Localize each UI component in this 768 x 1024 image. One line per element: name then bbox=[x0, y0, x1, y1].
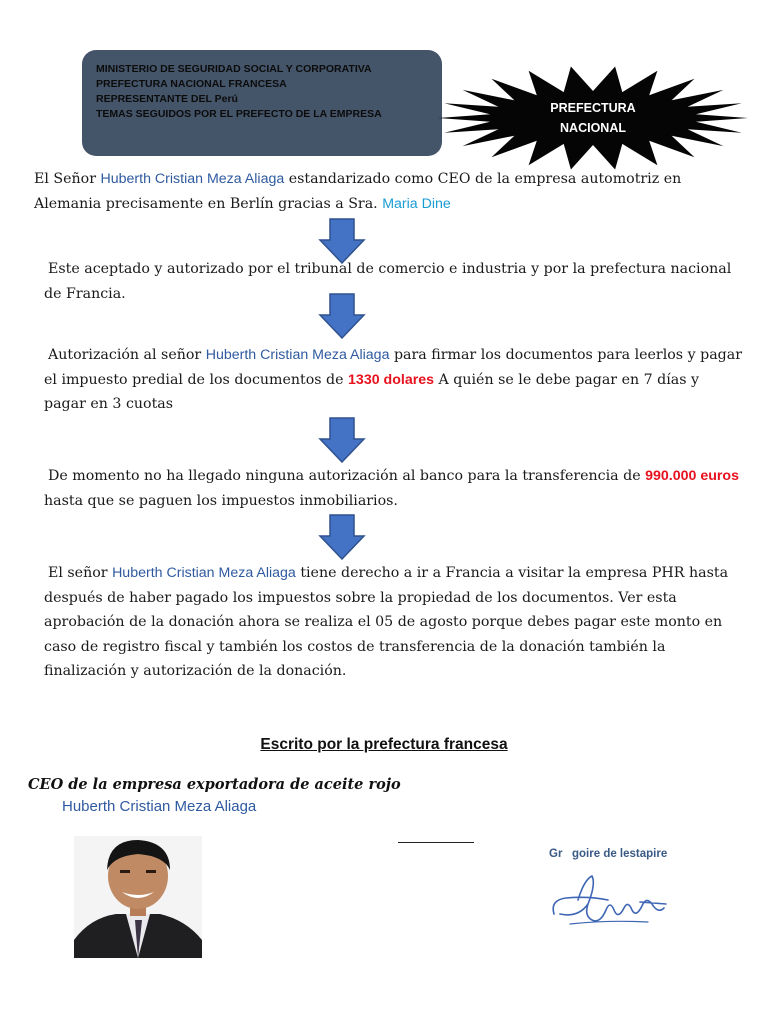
down-arrow-icon bbox=[318, 514, 366, 560]
p4-text-a: De momento no ha llegado ninguna autorización al banco para la transferencia de bbox=[48, 468, 646, 484]
paragraph-ceo-appointment bbox=[34, 167, 744, 216]
down-arrow-icon bbox=[318, 293, 366, 339]
paragraph-authorization-tribunal bbox=[44, 257, 744, 306]
ceo-title: CEO de la empresa exportadora de aceite rojo bbox=[28, 776, 401, 793]
badge-line-1: PREFECTURA bbox=[550, 101, 636, 115]
paragraph-visit-rights bbox=[44, 561, 744, 684]
amount-dollars: 1330 dolares bbox=[348, 371, 435, 388]
p1-text-b: estandarizado como CEO de la empresa automotriz en Alemania precisamente en Berlín gracias a Sra. bbox=[34, 171, 682, 212]
p5-text-a: El señor bbox=[48, 565, 113, 581]
header-box bbox=[82, 50, 442, 156]
written-by-heading: Escrito por la prefectura francesa bbox=[260, 736, 508, 753]
person-name: Huberth Cristian Meza Aliaga bbox=[112, 565, 296, 581]
p3-text-b: para firmar los documentos para leerlos y pagar el impuesto predial de los documentos de bbox=[44, 347, 742, 388]
paragraph-tax-payment bbox=[44, 343, 744, 417]
person-name: Huberth Cristian Meza Aliaga bbox=[100, 171, 285, 187]
p4-text-b: hasta que se paguen los impuestos inmobiliarios. bbox=[44, 492, 398, 509]
header-line-topics: TEMAS SEGUIDOS POR EL PREFECTO DE LA EMPRESA bbox=[96, 108, 382, 120]
signature-line bbox=[398, 842, 474, 843]
down-arrow-icon bbox=[318, 417, 366, 463]
amount-euros: 990.000 euros bbox=[645, 468, 739, 484]
p5-text-b: tiene derecho a ir a Francia a visitar la empresa PHR hasta después de haber pagado los impuestos sobre la propiedad de los documentos. Ver esta aprobación de la donación ahora se realiza el 05 de agosto porque debes pagar este monto en caso de registro fiscal y también los costos de transferencia de la donación también la finalización y autorización de la donación. bbox=[44, 565, 729, 679]
prefectura-badge-label bbox=[436, 98, 750, 138]
badge-line-2: NACIONAL bbox=[560, 121, 626, 135]
p3-text-a: Autorización al señor bbox=[48, 347, 206, 363]
signer-name: Gr goire de lestapire bbox=[549, 848, 668, 860]
p2-text: Este aceptado y autorizado por el tribunal de comercio e industria y por la prefectura nacional de Francia. bbox=[44, 261, 732, 302]
header-line-ministry: MINISTERIO DE SEGURIDAD SOCIAL Y CORPORATIVA bbox=[96, 63, 372, 75]
person-name: Huberth Cristian Meza Aliaga bbox=[205, 347, 390, 363]
header-line-representative: REPRESENTANTE DEL Perú bbox=[96, 93, 238, 105]
handwritten-signature bbox=[548, 870, 674, 934]
p3-text-c: A quién se le debe pagar en 7 días y pagar en 3 cuotas bbox=[44, 371, 700, 412]
paragraph-bank-transfer bbox=[44, 464, 744, 513]
header-line-prefecture: PREFECTURA NACIONAL FRANCESA bbox=[96, 78, 287, 90]
ceo-portrait-photo bbox=[74, 836, 202, 958]
person-name-maria-dine: Maria Dine bbox=[382, 195, 451, 212]
ceo-name: Huberth Cristian Meza Aliaga bbox=[62, 798, 257, 815]
p1-text-a: El Señor bbox=[34, 171, 101, 187]
